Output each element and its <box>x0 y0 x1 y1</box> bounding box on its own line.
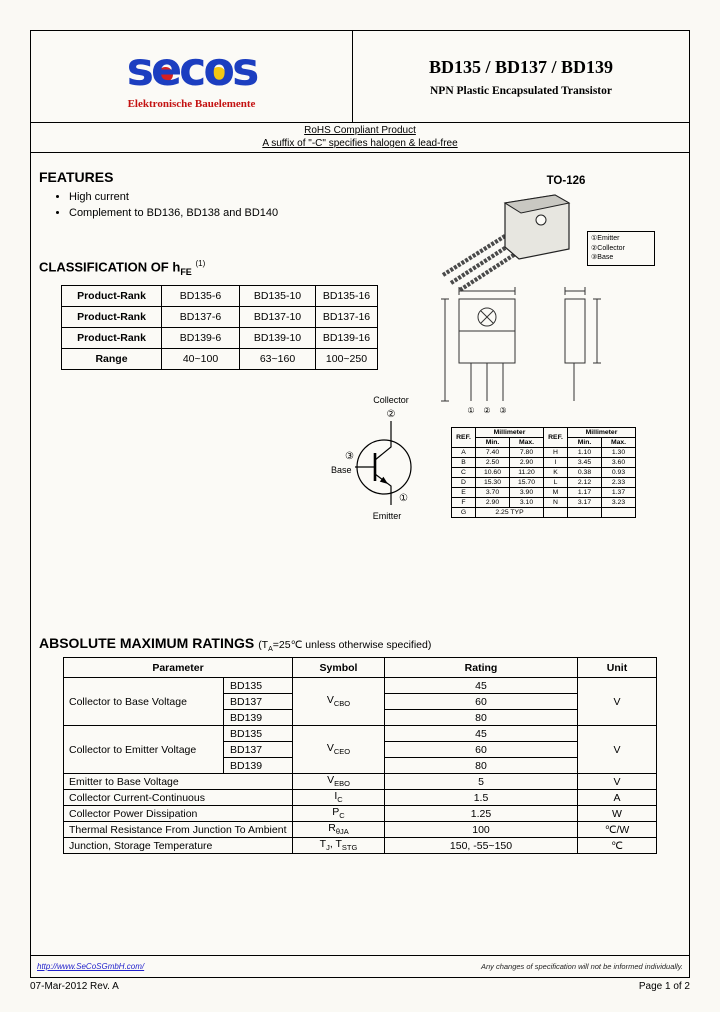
dim-cell: 15.30 <box>476 478 510 488</box>
pc-unit: W <box>578 806 657 822</box>
dim-cell: N <box>544 498 568 508</box>
ratings-condition-note <box>258 639 432 654</box>
table-row <box>452 508 636 518</box>
vcbo-bd135: BD135 <box>224 678 293 694</box>
tj-tstg-parameter: Junction, Storage Temperature <box>64 838 293 854</box>
rthja-symbol <box>293 822 385 838</box>
vceo-bd139: BD139 <box>224 758 293 774</box>
class-cell: BD137-16 <box>316 307 378 328</box>
vceo-unit: V <box>578 726 657 774</box>
hfe-classification-table <box>61 285 378 370</box>
dim-cell: 1.17 <box>568 488 602 498</box>
symbol-main: I <box>334 790 338 803</box>
features-list <box>57 191 278 223</box>
lead-numbers <box>467 406 506 415</box>
col-symbol: Symbol <box>293 658 385 678</box>
ratings-header-row <box>64 658 657 678</box>
dim-max-header: Max. <box>510 438 544 448</box>
footer-outer <box>30 981 690 992</box>
dim-cell: E <box>452 488 476 498</box>
ic-symbol <box>293 790 385 806</box>
table-row <box>64 838 657 854</box>
pin-emitter-label: ①Emitter <box>591 235 620 242</box>
dim-cell: 3.70 <box>476 488 510 498</box>
class-cell: BD135-16 <box>316 286 378 307</box>
table-row <box>452 488 636 498</box>
dim-cell: C <box>452 468 476 478</box>
feature-item-complement: • Complement to BD136, BD138 and BD140 <box>69 207 278 219</box>
dim-cell: 2.90 <box>476 498 510 508</box>
ic-unit: A <box>578 790 657 806</box>
dim-mm-header: Millimeter <box>476 428 544 438</box>
class-cell: BD139-6 <box>162 328 240 349</box>
dim-cell <box>602 508 636 518</box>
dim-cell: 2.50 <box>476 458 510 468</box>
dim-cell: 11.20 <box>510 468 544 478</box>
col-unit: Unit <box>578 658 657 678</box>
features-heading: FEATURES <box>39 169 114 185</box>
collector-label: Collector <box>373 395 409 405</box>
pin-base-label: ③Base <box>591 254 614 261</box>
ratings-heading-text: ABSOLUTE MAXIMUM RATINGS <box>39 635 255 651</box>
symbol-sub: EBO <box>334 779 350 789</box>
dim-cell: 10.60 <box>476 468 510 478</box>
note-post: =25℃ unless otherwise specified) <box>272 639 432 651</box>
package-dimension-drawing <box>433 285 651 425</box>
table-row <box>62 328 378 349</box>
dim-min-header: Min. <box>476 438 510 448</box>
dim-cell: M <box>544 488 568 498</box>
page-number: Page 1 of 2 <box>638 981 690 992</box>
part-number-title: BD135 / BD137 / BD139 <box>428 56 614 77</box>
classification-heading <box>39 259 205 277</box>
page-frame <box>30 30 690 978</box>
ic-parameter: Collector Current-Continuous <box>64 790 293 806</box>
symbol-main: V <box>326 694 334 707</box>
dim-cell: L <box>544 478 568 488</box>
class-row-label: Range <box>62 349 162 370</box>
vcbo-parameter: Collector to Base Voltage <box>64 678 224 726</box>
class-row-label: Product-Rank <box>62 328 162 349</box>
dim-cell: B <box>452 458 476 468</box>
vebo-unit: V <box>578 774 657 790</box>
logo-block <box>31 31 353 122</box>
vebo-parameter: Emitter to Base Voltage <box>64 774 293 790</box>
vceo-bd135-rating: 45 <box>385 726 578 742</box>
class-cell: 100~250 <box>316 349 378 370</box>
dim-cell: I <box>544 458 568 468</box>
dim-cell <box>544 508 568 518</box>
rohs-banner <box>31 123 689 153</box>
pc-parameter: Collector Power Dissipation <box>64 806 293 822</box>
abs-max-ratings-table <box>63 657 657 854</box>
vceo-parameter: Collector to Emitter Voltage <box>64 726 224 774</box>
dim-cell: 2.90 <box>510 458 544 468</box>
rthja-parameter: Thermal Resistance From Junction To Ambient <box>64 822 293 838</box>
dim-cell: 0.38 <box>568 468 602 478</box>
pin-assignment-box <box>587 231 655 266</box>
logo-tagline: Elektronische Bauelemente <box>127 98 256 110</box>
dim-cell: 7.40 <box>476 448 510 458</box>
doc-subtitle: NPN Plastic Encapsulated Transistor <box>430 84 612 97</box>
table-row <box>452 448 636 458</box>
dim-cell: 3.60 <box>602 458 636 468</box>
vceo-bd135: BD135 <box>224 726 293 742</box>
vceo-bd137-rating: 60 <box>385 742 578 758</box>
dim-ref-header: REF. <box>452 428 476 448</box>
secos-logo <box>127 43 257 97</box>
lead-2-number: ② <box>483 406 491 415</box>
base-label: Base <box>331 465 352 475</box>
tj-tstg-unit: ℃ <box>578 838 657 854</box>
footer-inner <box>31 955 689 977</box>
vcbo-bd137: BD137 <box>224 694 293 710</box>
dim-max-header: Max. <box>602 438 636 448</box>
dim-mm-header: Millimeter <box>568 428 636 438</box>
vebo-rating: 5 <box>385 774 578 790</box>
vceo-symbol <box>293 726 385 774</box>
rohs-line1: RoHS Compliant Product <box>304 125 416 136</box>
title-block <box>353 31 689 122</box>
table-row <box>64 678 657 694</box>
table-row <box>64 790 657 806</box>
lead-3-number: ③ <box>499 406 507 415</box>
revision-date: 07-Mar-2012 Rev. A <box>30 981 119 992</box>
symbol-main2: , T <box>329 838 342 851</box>
dim-cell: A <box>452 448 476 458</box>
package-body <box>505 195 569 259</box>
class-cell: BD135-6 <box>162 286 240 307</box>
class-cell: 63~160 <box>240 349 316 370</box>
emitter-pin-number: ① <box>399 493 408 504</box>
vcbo-bd137-rating: 60 <box>385 694 578 710</box>
package-name: TO-126 <box>546 175 586 187</box>
table-row <box>64 774 657 790</box>
symbol-main: V <box>327 774 335 787</box>
symbol-sub: CEO <box>333 747 351 757</box>
vcbo-unit: V <box>578 678 657 726</box>
feature-item-high-current: • High current <box>69 191 278 203</box>
dim-cell: 15.70 <box>510 478 544 488</box>
classification-heading-text: CLASSIFICATION OF h <box>39 259 181 275</box>
pin-collector-label: ②Collector <box>591 244 625 252</box>
table-row <box>452 498 636 508</box>
class-cell: BD135-10 <box>240 286 316 307</box>
dim-cell: D <box>452 478 476 488</box>
class-cell: BD137-6 <box>162 307 240 328</box>
symbol-sub2: STG <box>341 843 358 853</box>
class-cell: BD139-16 <box>316 328 378 349</box>
rthja-unit: ℃/W <box>578 822 657 838</box>
rthja-rating: 100 <box>385 822 578 838</box>
symbol-sub: J <box>326 843 330 853</box>
vcbo-bd139: BD139 <box>224 710 293 726</box>
dim-cell: 1.10 <box>568 448 602 458</box>
base-pin-number: ③ <box>345 451 354 462</box>
side-view <box>565 287 601 401</box>
rohs-line2: A suffix of "-C" specifies halogen & lead-free <box>262 138 458 149</box>
table-row <box>64 822 657 838</box>
dim-cell: 3.45 <box>568 458 602 468</box>
dim-cell: 1.30 <box>602 448 636 458</box>
vceo-bd137: BD137 <box>224 742 293 758</box>
note-sub: A <box>268 646 273 654</box>
dim-cell: F <box>452 498 476 508</box>
dim-cell: 3.10 <box>510 498 544 508</box>
vcbo-bd135-rating: 45 <box>385 678 578 694</box>
package-3d-drawing <box>439 189 587 293</box>
symbol-main: R <box>328 822 336 835</box>
note-pre: (T <box>258 639 269 651</box>
vcbo-symbol <box>293 678 385 726</box>
header <box>31 31 689 123</box>
dim-cell: 3.90 <box>510 488 544 498</box>
table-row <box>62 286 378 307</box>
symbol-sub: θJA <box>335 827 349 837</box>
ic-rating: 1.5 <box>385 790 578 806</box>
footer-notice: Any changes of specification will not be informed individually. <box>480 962 683 971</box>
symbol-main: T <box>319 838 327 851</box>
symbol-main: P <box>332 806 340 819</box>
dim-cell: 0.93 <box>602 468 636 478</box>
dim-cell: 3.23 <box>602 498 636 508</box>
front-view <box>441 287 515 401</box>
emitter-label: Emitter <box>372 511 402 521</box>
table-row <box>452 478 636 488</box>
table-row <box>452 428 636 438</box>
pc-rating: 1.25 <box>385 806 578 822</box>
symbol-main: V <box>326 742 334 755</box>
dim-cell: 2.25 TYP <box>476 508 544 518</box>
website-link[interactable]: http://www.SeCoSGmbH.com/ <box>37 962 145 971</box>
dim-cell: 1.37 <box>602 488 636 498</box>
ratings-heading <box>39 635 431 653</box>
vceo-bd139-rating: 80 <box>385 758 578 774</box>
table-row <box>62 307 378 328</box>
col-parameter: Parameter <box>64 658 293 678</box>
dim-cell: 7.80 <box>510 448 544 458</box>
table-row <box>452 468 636 478</box>
classification-heading-sub: FE <box>180 266 192 277</box>
dim-cell: G <box>452 508 476 518</box>
table-row <box>62 349 378 370</box>
dim-ref-header: REF. <box>544 428 568 448</box>
table-row <box>452 458 636 468</box>
dimension-table <box>451 427 636 518</box>
dim-cell: H <box>544 448 568 458</box>
lead-1-number: ① <box>467 406 475 415</box>
pc-symbol <box>293 806 385 822</box>
table-row <box>64 726 657 742</box>
symbol-sub: C <box>337 795 343 805</box>
dim-cell <box>568 508 602 518</box>
dim-cell: K <box>544 468 568 478</box>
class-row-label: Product-Rank <box>62 286 162 307</box>
tj-tstg-symbol <box>293 838 385 854</box>
dim-cell: 3.17 <box>568 498 602 508</box>
symbol-sub: CBO <box>333 699 351 709</box>
collector-pin-number: ② <box>386 409 396 420</box>
transistor-symbol <box>327 393 449 523</box>
vebo-symbol <box>293 774 385 790</box>
symbol-sub: C <box>339 811 345 821</box>
class-cell: 40~100 <box>162 349 240 370</box>
dim-cell: 2.33 <box>602 478 636 488</box>
dim-cell: 2.12 <box>568 478 602 488</box>
dim-min-header: Min. <box>568 438 602 448</box>
col-rating: Rating <box>385 658 578 678</box>
tj-tstg-rating: 150, -55~150 <box>385 838 578 854</box>
class-cell: BD137-10 <box>240 307 316 328</box>
class-row-label: Product-Rank <box>62 307 162 328</box>
vcbo-bd139-rating: 80 <box>385 710 578 726</box>
logo-text: secos <box>126 42 257 96</box>
classification-heading-note: (1) <box>195 259 206 268</box>
class-cell: BD139-10 <box>240 328 316 349</box>
table-row <box>64 806 657 822</box>
